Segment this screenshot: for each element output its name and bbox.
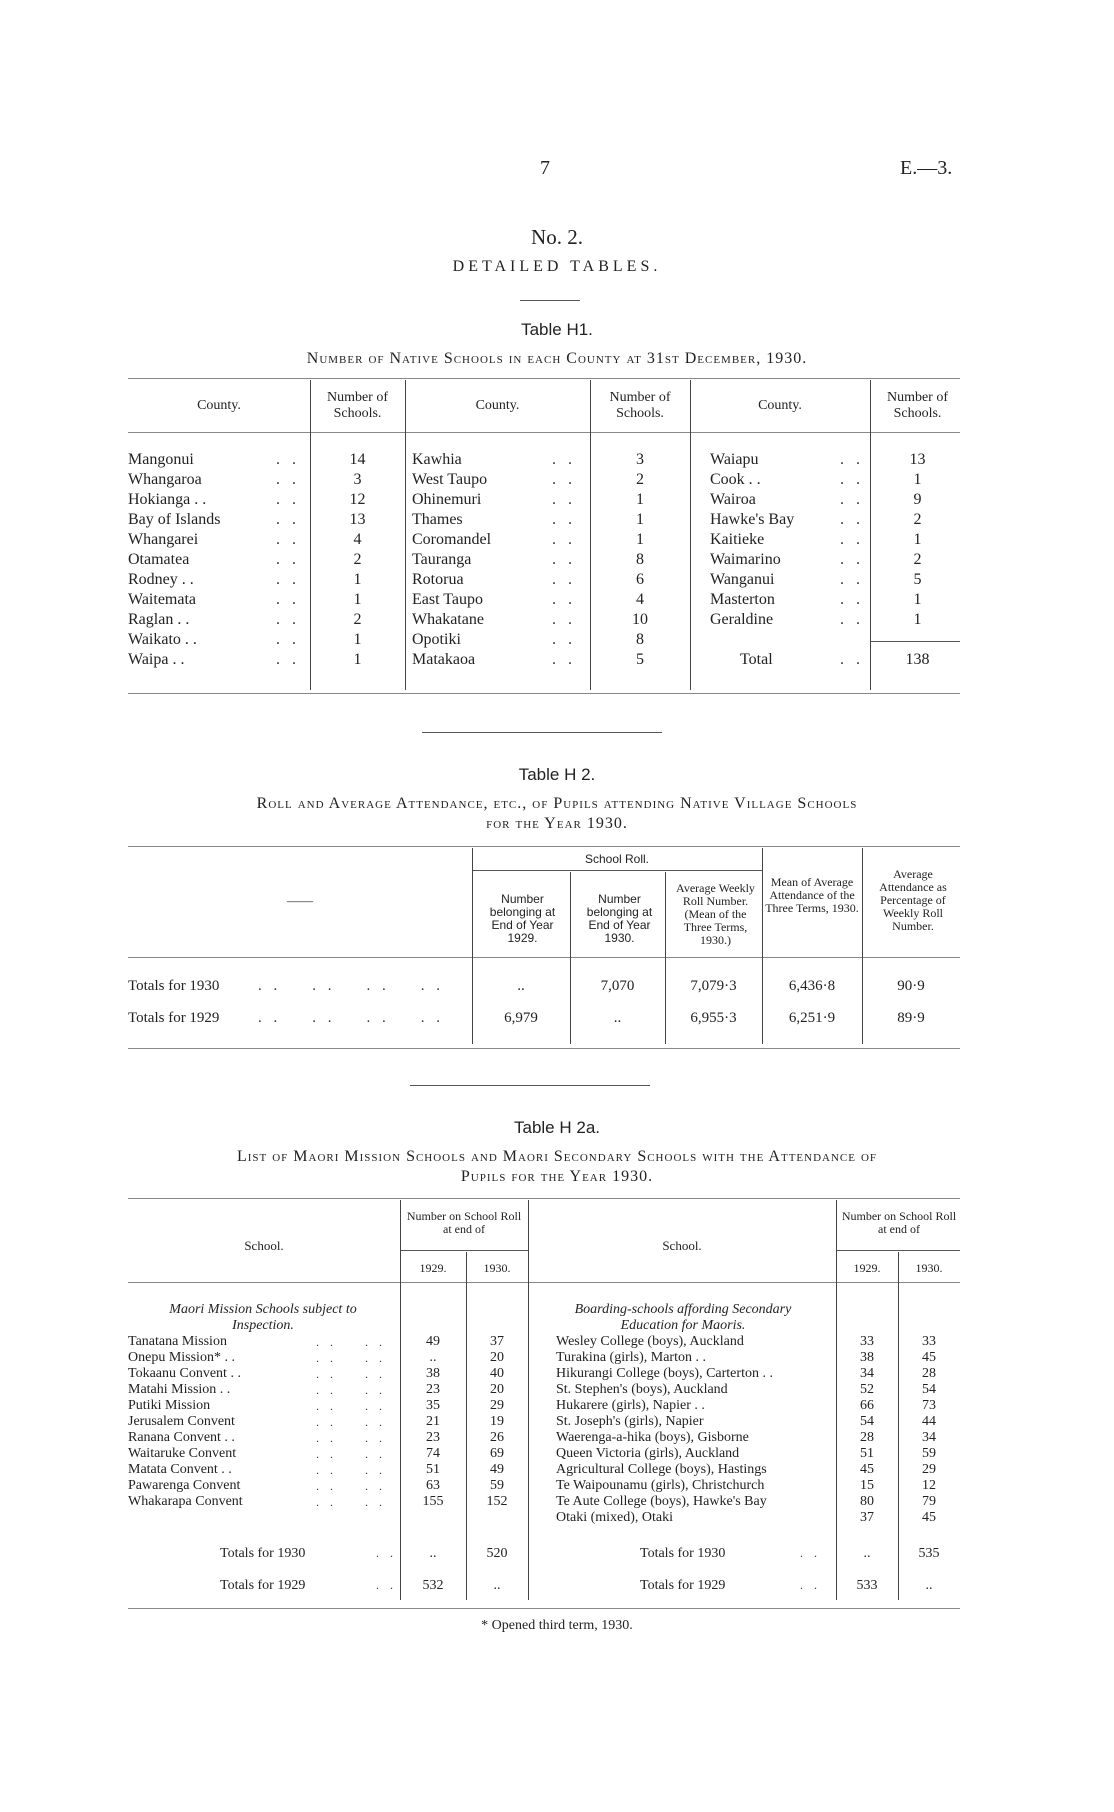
h2-col-5: Average Attendance as Percentage of Weekly Roll Number. <box>879 867 947 933</box>
h1-row: East Taupo . . 4 <box>412 591 644 608</box>
list-item: Waerenga-a-hika (boys), Gisborne 28 34 <box>556 1430 936 1445</box>
h2-top-rule <box>128 846 960 847</box>
list-item: Te Waipounamu (girls), Christchurch 15 12 <box>556 1478 936 1493</box>
list-item: St. Joseph's (girls), Napier 54 44 <box>556 1414 936 1429</box>
h1-row: Rodney . . . . 1 <box>128 571 362 588</box>
list-item: Matata Convent . . . . . . 51 49 <box>128 1462 504 1477</box>
list-item: Whakarapa Convent . . . . 155 152 <box>128 1494 508 1509</box>
h2a-top-rule <box>128 1198 960 1199</box>
h2a-right-list <box>556 1334 960 1526</box>
h1-row: Waipa . . . . 1 <box>128 651 362 668</box>
list-item: Onepu Mission* . . . . . . .. 20 <box>128 1350 504 1365</box>
h2a-bottom-rule <box>128 1608 960 1609</box>
list-item: Putiki Mission . . . . 35 29 <box>128 1398 504 1413</box>
h1-row: Waimarino . . 2 <box>710 551 922 568</box>
h1-col-county-1: County. <box>197 398 241 413</box>
h2-col-2: Number belonging at End of Year 1930. <box>586 892 653 945</box>
h2a-col-number-left: Number on School Roll at end of <box>406 1209 522 1236</box>
h1-row: Waikato . . . . 1 <box>128 631 362 648</box>
h1-row: Otamatea . . 2 <box>128 551 362 568</box>
h1-row: Opotiki . . 8 <box>412 631 644 648</box>
h1-row: Kaitieke . . 1 <box>710 531 922 548</box>
table-h2a-title: Table H 2a. <box>514 1118 600 1137</box>
h1-row: Hawke's Bay . . 2 <box>710 511 922 528</box>
h2a-col-school-right: School. <box>662 1238 702 1253</box>
h2a-year-1930-left: 1930. <box>483 1261 511 1275</box>
h1-group-2 <box>412 450 712 670</box>
h1-row: Thames . . 1 <box>412 511 644 528</box>
h1-row: Ohinemuri . . 1 <box>412 491 644 508</box>
h1-row: Masterton . . 1 <box>710 591 922 608</box>
h1-row: Tauranga . . 8 <box>412 551 644 568</box>
h2a-col-number-right: Number on School Roll at end of <box>841 1209 957 1236</box>
h2-group-rule <box>472 870 762 871</box>
list-item: Otaki (mixed), Otaki 37 45 <box>556 1510 936 1525</box>
h2-col-4: Mean of Average Attendance of the Three Terms, 1930. <box>765 875 859 915</box>
divider <box>410 1085 650 1086</box>
table-h1-caption: Number of Native Schools in each County at 31st December, 1930. <box>306 350 808 367</box>
list-item: Waitaruke Convent . . . . 74 69 <box>128 1446 504 1461</box>
h1-col-number-2: Number of Schools. <box>609 390 671 421</box>
h2a-left-list <box>128 1334 528 1510</box>
list-item: Tokaanu Convent . . . . . . 38 40 <box>128 1366 504 1381</box>
list-item: Hukarere (girls), Napier . . 66 73 <box>556 1398 936 1413</box>
list-item: Agricultural College (boys), Hastings 45 29 <box>556 1462 936 1477</box>
h1-row: Waitemata . . 1 <box>128 591 362 608</box>
h2-col-1: Number belonging at End of Year 1929. <box>489 892 556 945</box>
h2a-year-1929-right: 1929. <box>853 1261 881 1275</box>
h2a-col-school-left: School. <box>244 1238 284 1253</box>
table-h2-caption-1: Roll and Average Attendance, etc., of Pupils attending Native Village Schools <box>256 795 858 812</box>
h1-col-county-3: County. <box>758 398 802 413</box>
h1-row <box>710 630 960 650</box>
h1-header-rule <box>128 432 960 433</box>
h2-group-header: School Roll. <box>584 852 650 866</box>
table-h1-title: Table H1. <box>521 320 593 339</box>
divider <box>520 300 580 301</box>
section-subtitle: DETAILED TABLES. <box>452 258 662 275</box>
list-item: Jerusalem Convent . . . . 21 19 <box>128 1414 504 1429</box>
list-item: Queen Victoria (girls), Auckland 51 59 <box>556 1446 936 1461</box>
divider <box>422 732 662 733</box>
list-item: Wesley College (boys), Auckland 33 33 <box>556 1334 936 1349</box>
h2-row: Totals for 1929 . . . . . . . . 6,979 .. 6,955·3 6,251·9 89·9 <box>128 1010 925 1026</box>
h1-row: Raglan . . . . 2 <box>128 611 362 628</box>
h1-col-number-3: Number of Schools. <box>886 390 949 421</box>
h2a-totals-row: Totals for 1930 . . .. 520 Totals for 1930 . . .. 535 <box>220 1546 940 1561</box>
list-item: St. Stephen's (boys), Auckland 52 54 <box>556 1382 936 1397</box>
h1-row: Hokianga . . . . 12 <box>128 491 366 508</box>
footnote: * Opened third term, 1930. <box>481 1618 633 1633</box>
h1-row: Wanganui . . 5 <box>710 571 922 588</box>
table-h2a-caption-2: Pupils for the Year 1930. <box>460 1168 654 1185</box>
list-item: Ranana Convent . . . . . . 23 26 <box>128 1430 504 1445</box>
h1-row: Cook . . . . 1 <box>710 471 922 488</box>
list-item: Pawarenga Convent . . . . 63 59 <box>128 1478 504 1493</box>
list-item: Tanatana Mission . . . . 49 37 <box>128 1334 504 1349</box>
h1-row: Mangonui . . 14 <box>128 451 366 468</box>
h1-total-row: Total . . 138 <box>740 651 930 668</box>
table-h2-caption-2: for the Year 1930. <box>486 815 628 832</box>
h1-row: Geraldine . . 1 <box>710 611 922 628</box>
h1-col-number-1: Number of Schools. <box>326 390 389 421</box>
h2a-divider <box>528 1200 529 1600</box>
h2a-left-heading: Maori Mission Schools subject to Inspection. <box>169 1302 357 1333</box>
h1-group-3 <box>710 450 960 670</box>
h2a-subheader-rule <box>836 1250 960 1251</box>
table-h2a-caption-1: List of Maori Mission Schools and Maori Secondary Schools with the Attendance of <box>236 1148 878 1165</box>
h1-group-1 <box>128 450 428 670</box>
list-item: Hikurangi College (boys), Carterton . . 34 28 <box>556 1366 936 1381</box>
h2-col-3: Average Weekly Roll Number. (Mean of the Three Terms, 1930.) <box>676 881 755 947</box>
section-number: No. 2. <box>531 225 583 249</box>
h2-dash: —— <box>287 893 313 908</box>
h1-row: Rotorua . . 6 <box>412 571 644 588</box>
h1-row: Wairoa . . 9 <box>710 491 922 508</box>
h2a-right-heading: Boarding-schools affording Secondary Education for Maoris. <box>574 1302 792 1333</box>
list-item: Turakina (girls), Marton . . 38 45 <box>556 1350 936 1365</box>
h1-row: Whangaroa . . 3 <box>128 471 362 488</box>
h1-col-county-2: County. <box>475 398 520 413</box>
list-item: Te Aute College (boys), Hawke's Bay 80 79 <box>556 1494 936 1509</box>
h2-row: Totals for 1930 . . . . . . . . .. 7,070 7,079·3 6,436·8 90·9 <box>128 978 925 994</box>
table-h2-title: Table H 2. <box>518 765 596 784</box>
h2-header-rule <box>128 957 960 958</box>
h2a-year-1929-left: 1929. <box>419 1261 447 1275</box>
h1-row: Matakaoa . . 5 <box>412 651 644 668</box>
h1-row: Waiapu . . 13 <box>710 451 926 468</box>
h1-row: Kawhia . . 3 <box>412 451 644 468</box>
h2a-subheader-rule <box>400 1250 528 1251</box>
page-ref: E.—3. <box>900 157 953 179</box>
h2a-year-1930-right: 1930. <box>915 1261 943 1275</box>
h2a-totals-row: Totals for 1929 . . 532 .. Totals for 1929 . . 533 .. <box>220 1578 933 1593</box>
h1-row: Whangarei . . 4 <box>128 531 362 548</box>
h1-row: West Taupo . . 2 <box>412 471 644 488</box>
h2-bottom-rule <box>128 1048 960 1049</box>
h1-row: Bay of Islands . . 13 <box>128 511 366 528</box>
page-number: 7 <box>540 157 550 179</box>
h1-top-rule <box>128 378 960 379</box>
h1-bottom-rule <box>128 693 960 694</box>
h1-row: Coromandel . . 1 <box>412 531 644 548</box>
list-item: Matahi Mission . . . . . . 23 20 <box>128 1382 504 1397</box>
h1-row: Whakatane . . 10 <box>412 611 648 628</box>
